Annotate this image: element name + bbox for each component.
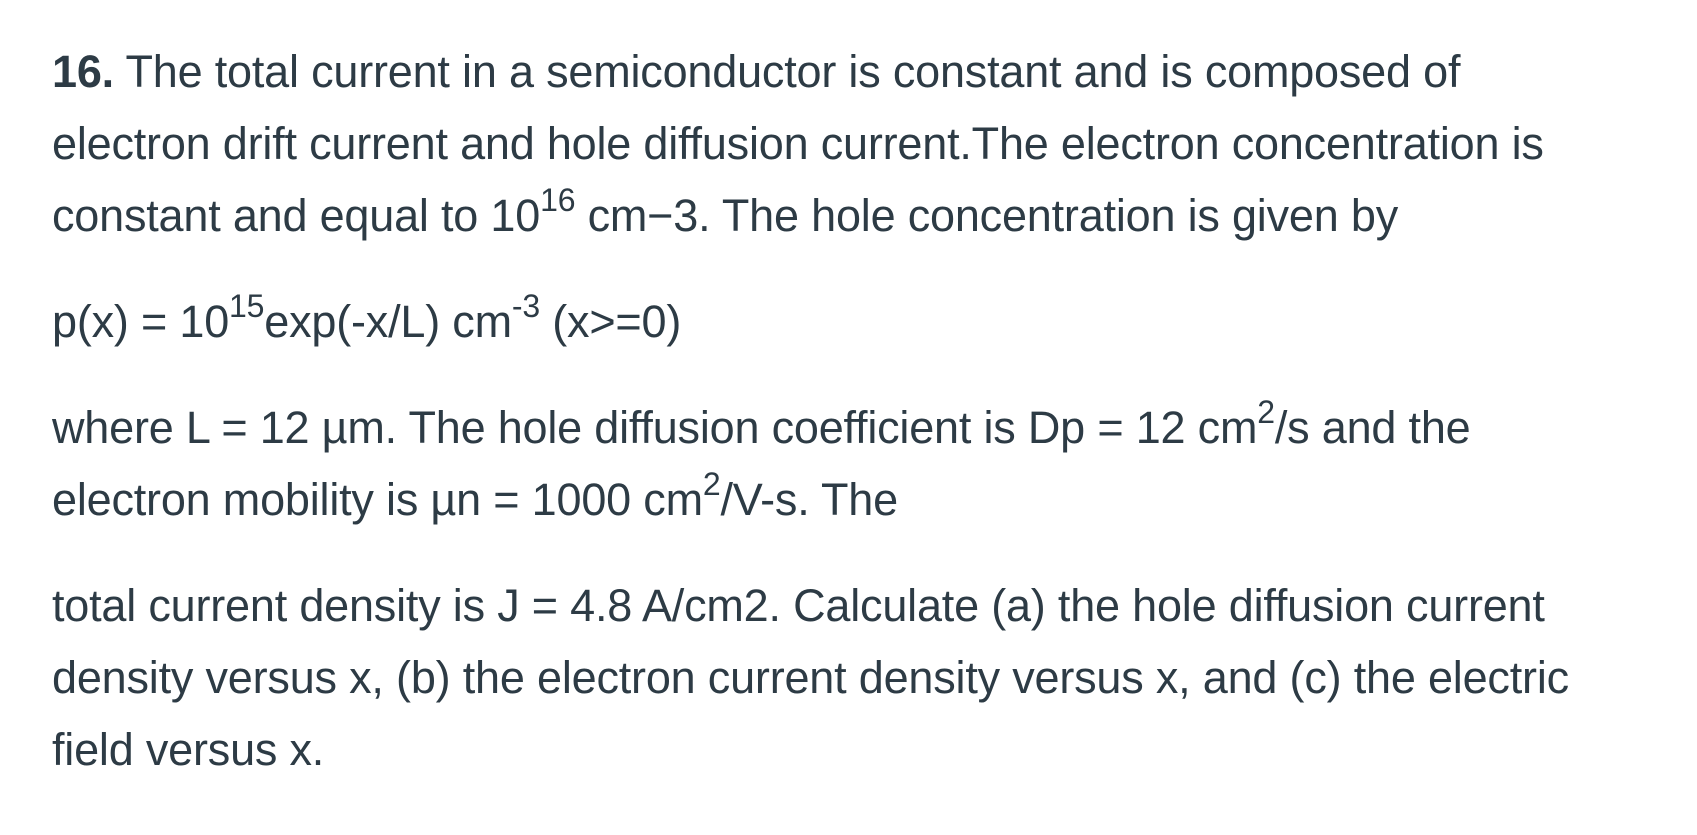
paragraph-intro <box>52 36 1672 252</box>
params-line-2-end: /V-s. The <box>720 474 898 525</box>
equation-exponent-2: -3 <box>511 288 540 324</box>
equation-middle: exp(-x/L) cm <box>264 296 512 347</box>
paragraph-parameters <box>52 392 1672 536</box>
params-line-2-start: electron mobility is µn = 1000 cm <box>52 474 703 525</box>
tasks-line-2: density versus x, (b) the electron current density versus x, and (c) the electric <box>52 652 1569 703</box>
question-number: 16. <box>52 46 114 97</box>
problem-statement <box>52 36 1672 786</box>
electron-exponent: 16 <box>540 182 576 218</box>
tasks-line-1: total current density is J = 4.8 A/cm2. Calculate (a) the hole diffusion current <box>52 580 1545 631</box>
mobility-unit-exponent: 2 <box>702 466 721 502</box>
params-line-1-start: where L = 12 µm. The hole diffusion coefficient is Dp = 12 cm <box>52 402 1258 453</box>
intro-line-3-end: cm−3. The hole concentration is given by <box>575 190 1398 241</box>
intro-line-1: The total current in a semiconductor is constant and is composed of <box>125 46 1461 97</box>
params-line-1-end: /s and the <box>1274 402 1471 453</box>
diffusion-unit-exponent: 2 <box>1257 394 1275 430</box>
paragraph-tasks <box>52 570 1672 786</box>
tasks-line-3: field versus x. <box>52 724 325 775</box>
hole-concentration-equation <box>52 286 1672 358</box>
intro-line-2: electron drift current and hole diffusion current.The electron concentration is <box>52 118 1544 169</box>
equation-exponent-1: 15 <box>229 288 265 324</box>
equation-start: p(x) = 10 <box>52 296 230 347</box>
intro-line-3-start: constant and equal to 10 <box>52 190 541 241</box>
equation-end: (x>=0) <box>539 296 682 347</box>
